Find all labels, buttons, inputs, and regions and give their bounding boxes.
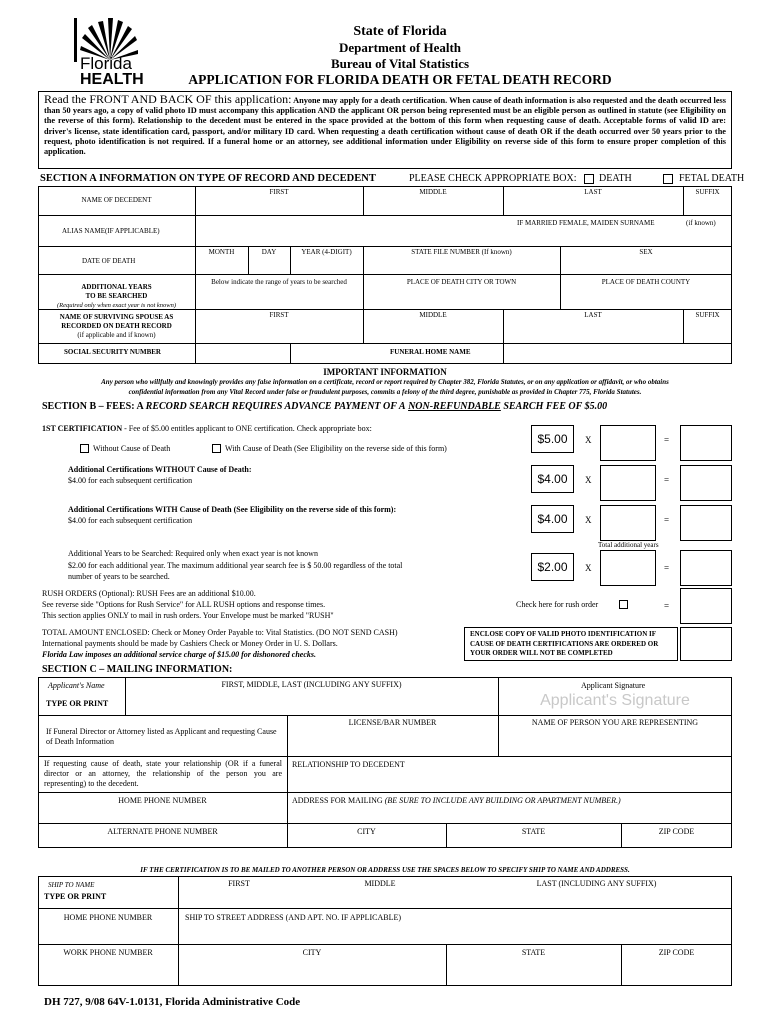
decedent-first-field[interactable] [196, 187, 362, 214]
years-text-1: Additional Years to be Searched: Required only when exact year is not known [68, 549, 318, 558]
eq-label: = [664, 515, 670, 525]
day-field[interactable] [249, 247, 289, 273]
field-label: HOME PHONE NUMBER [63, 913, 153, 922]
additional-years-line-2: TO BE SEARCHED [85, 292, 148, 300]
total-years-label: Total additional years [598, 541, 659, 549]
page-title: APPLICATION FOR FLORIDA DEATH OR FETAL DEATH RECORD [188, 72, 612, 87]
field-label: SHIP TO STREET ADDRESS (AND APT. NO. IF APPLICABLE) [185, 913, 402, 922]
spouse-last-field[interactable] [504, 310, 682, 342]
field-label: NAME OF PERSON YOU ARE REPRESENTING [531, 718, 699, 727]
important-text-2: confidential information from any Vital Record under false or fraudulent purposes, commits a felony of the third degree, punishable as provided in Chapter 775, Florida Statutes. [128, 388, 642, 396]
add-without-line-2: $4.00 for each subsequent certification [68, 476, 193, 485]
spouse-line-3: (if applicable and if known) [77, 331, 156, 339]
field-label: MONTH [208, 248, 235, 256]
field-label: ALTERNATE PHONE NUMBER [107, 827, 218, 836]
field-label: YEAR (4-DIGIT) [301, 248, 352, 256]
field-label: STATE [521, 827, 546, 836]
date-of-death-label: DATE OF DEATH [82, 257, 136, 265]
field-label: PLACE OF DEATH COUNTY [601, 278, 691, 286]
first-cert-label: 1ST CERTIFICATION [42, 424, 123, 433]
name-of-decedent-label: NAME OF DECEDENT [81, 196, 152, 204]
zip-field[interactable] [622, 824, 731, 847]
field-label: LAST [584, 311, 602, 319]
ssn-label: SOCIAL SECURITY NUMBER [64, 348, 161, 356]
years-line-3: number of years to be searched. [68, 572, 170, 581]
city-field[interactable] [288, 824, 445, 847]
section-c-title: SECTION C – MAILING INFORMATION: [42, 664, 233, 675]
field-label: LICENSE/BAR NUMBER [348, 718, 437, 727]
sex-field[interactable] [561, 247, 731, 273]
spouse-line-2: RECORDED ON DEATH RECORD [61, 322, 172, 330]
additional-years-label [38, 283, 195, 310]
field-label: CITY [357, 827, 376, 836]
add-without-qty-field[interactable] [600, 465, 656, 501]
field-label: PLACE OF DEATH CITY OR TOWN [406, 278, 517, 286]
years-line-2: $2.00 for each additional year. The maximum additional year search fee is $ 50.00 regardless of the total [68, 561, 403, 570]
field-label: MIDDLE [419, 188, 447, 196]
field-label: RELATIONSHIP TO DECEDENT [292, 760, 405, 769]
rush-total-field[interactable] [680, 588, 732, 624]
field-label: FIRST [269, 311, 289, 319]
section-b-title [42, 401, 607, 412]
header-line-1: State of Florida [353, 24, 447, 39]
applicant-signature-label: Applicant Signature [581, 681, 646, 690]
eq-label: = [664, 435, 670, 445]
spouse-middle-field[interactable] [364, 310, 502, 342]
total-line-2: International payments should be made by Cashiers Check or Money Order in U. S. Dollars. [42, 639, 338, 648]
add-without-total-field[interactable] [680, 465, 732, 501]
total-line-3: Florida Law imposes an additional service charge of $15.00 for dishonored checks. [42, 650, 316, 659]
ship-middle-field[interactable] [300, 877, 460, 907]
important-text-1: Any person who willfully and knowingly provides any false information on a certificate, record or report required by Chapter 382, Florida Statutes, or on any application or affidavit, or who obtains [101, 378, 669, 386]
home-phone-field[interactable] [39, 793, 286, 822]
field-label: FIRST [228, 879, 250, 888]
spouse-line-1: NAME OF SURVIVING SPOUSE AS [59, 313, 174, 321]
decedent-last-field[interactable] [504, 187, 682, 214]
x-label: X [585, 563, 592, 573]
field-label: MIDDLE [419, 311, 447, 319]
x-label: X [585, 515, 592, 525]
ship-zip-field[interactable] [622, 945, 731, 985]
ssn-field[interactable] [196, 344, 289, 363]
spouse-suffix-field[interactable] [684, 310, 731, 342]
eq-label: = [664, 563, 670, 573]
fetal-death-checkbox[interactable] [663, 174, 673, 184]
field-label: STATE [521, 948, 546, 957]
with-cod-label: With Cause of Death (See Eligibility on the reverse side of this form) [225, 444, 447, 453]
relationship-note: If requesting cause of death, state your relationship (OR if a funeral director or an attorney, the relationship of the person you are representing) to the decedent. [44, 759, 282, 788]
license-bar-field[interactable] [288, 716, 497, 755]
decedent-middle-field[interactable] [364, 187, 502, 214]
year-field[interactable] [291, 247, 362, 273]
field-label: ZIP CODE [658, 948, 695, 957]
section-b-title-a: SECTION B – FEES: A [42, 401, 144, 412]
field-label: WORK PHONE NUMBER [63, 948, 153, 957]
death-checkbox[interactable] [584, 174, 594, 184]
section-b-title-d: SEARCH FEE OF $5.00 [503, 401, 608, 412]
header-line-3: Bureau of Vital Statistics [330, 56, 470, 71]
add-without-line-1: Additional Certifications WITHOUT Cause of Death: [68, 465, 252, 474]
field-label: HOME PHONE NUMBER [118, 796, 207, 805]
with-cod-checkbox[interactable] [212, 444, 221, 453]
decedent-suffix-field[interactable] [684, 187, 731, 214]
rush-checkbox[interactable] [619, 600, 628, 609]
alt-phone-field[interactable] [39, 824, 286, 847]
eq-label: = [664, 601, 670, 611]
years-qty-field[interactable] [600, 550, 656, 586]
rush-line-2: See reverse side "Options for Rush Service" for ALL RUSH options and response times. [42, 600, 326, 609]
state-field[interactable] [447, 824, 620, 847]
add-with-line-2: $4.00 for each subsequent certification [68, 516, 193, 525]
field-label: DAY [261, 248, 277, 256]
form-footer: DH 727, 9/08 64V-1.0131, Florida Administrative Code [44, 996, 301, 1008]
grand-total-field[interactable] [680, 627, 732, 661]
address-note: (BE SURE TO INCLUDE ANY BUILDING OR APARTMENT NUMBER.) [384, 796, 621, 805]
field-label: LAST (INCLUDING ANY SUFFIX) [536, 879, 657, 888]
applicants-name-label: Applicant's Name [48, 681, 105, 690]
intro-body: Anyone may apply for a death certification. When cause of death information is also requested and the death occurred less than 50 years ago, a copy of valid photo ID must accompany this application AND the applicant OR person being represented must be an eligible person as outlined in statute (see Eligibility on the reverse of this form). Relationship to the decedent must be entered in the space provided at the bottom of this form when requesting cause of death. Acceptable forms of valid ID are: driver's license, state identification card, passport, and/or military ID card. When requesting a death certification without cause of death OR if the death occurred over 50 years prior to the request, photo identification is not required. If a funeral home or an attorney, see additional information under Eligibility on reverse side of this form to ensure proper completion of this application. [44, 96, 726, 157]
fee-2-box: $2.00 [531, 553, 574, 581]
add-with-line-1: Additional Certifications WITH Cause of Death (See Eligibility on the reverse side of this form): [68, 505, 397, 514]
important-title: IMPORTANT INFORMATION [323, 367, 447, 377]
years-range-field[interactable] [196, 275, 362, 308]
field-label: SUFFIX [695, 311, 720, 319]
ship-to-name-label: SHIP TO NAME [48, 881, 95, 889]
representing-field[interactable] [499, 716, 731, 755]
rush-line-3: This section applies ONLY to mail in rush orders. Your Envelope must be marked "RUSH" [42, 611, 334, 620]
enclose-id-notice: ENCLOSE COPY OF VALID PHOTO IDENTIFICATION IF CAUSE OF DEATH CERTIFICATIONS ARE ORDERED OR YOUR ORDER WILL NOT BE COMPLETED [464, 627, 678, 661]
funeral-home-label: FUNERAL HOME NAME [390, 348, 471, 356]
relationship-field[interactable] [288, 757, 731, 791]
intro-box [38, 91, 732, 169]
funeral-attorney-label: If Funeral Director or Attorney listed as Applicant and requesting Cause of Death Information [46, 727, 277, 746]
field-label: Below indicate the range of years to be searched [211, 278, 347, 286]
ship-to-type-or-print: TYPE OR PRINT [44, 892, 107, 901]
fee-4-with-box: $4.00 [531, 505, 574, 533]
month-field[interactable] [196, 247, 247, 273]
address-label: ADDRESS FOR MAILING [292, 796, 383, 805]
state-file-field[interactable] [364, 247, 559, 273]
funeral-home-field[interactable] [504, 344, 731, 363]
without-cod-checkbox[interactable] [80, 444, 89, 453]
florida-health-logo [70, 14, 144, 90]
death-label: DEATH [599, 173, 632, 184]
alias-label: ALIAS NAME(IF APPLICABLE) [62, 227, 160, 235]
field-label: FIRST, MIDDLE, LAST (INCLUDING ANY SUFFIX) [221, 680, 402, 689]
ship-street-field[interactable] [179, 909, 731, 943]
section-a-check-prompt: PLEASE CHECK APPROPRIATE BOX: [409, 173, 577, 184]
add-with-total-field[interactable] [680, 505, 732, 541]
applicant-name-field[interactable] [126, 678, 497, 714]
field-label: CITY [302, 948, 322, 957]
type-or-print-label: TYPE OR PRINT [46, 699, 109, 708]
years-total-field[interactable] [680, 550, 732, 586]
spouse-label [38, 313, 195, 340]
first-cert-desc: - Fee of $5.00 entitles applicant to ONE certification. Check appropriate box: [124, 424, 372, 433]
field-label: LAST [584, 188, 602, 196]
ship-work-phone-field[interactable] [39, 945, 177, 985]
without-cod-label: Without Cause of Death [93, 444, 171, 453]
x-label: X [585, 475, 592, 485]
mailing-address-label [292, 796, 731, 805]
rush-check-label: Check here for rush order [516, 600, 599, 609]
x-label: X [585, 435, 592, 445]
ship-to-note: IF THE CERTIFICATION IS TO BE MAILED TO ANOTHER PERSON OR ADDRESS USE THE SPACES BELOW TO SPECIFY SHIP TO NAME AND ADDRESS. [140, 866, 630, 874]
section-b-title-b: RECORD SEARCH REQUIRES ADVANCE PAYMENT OF A [145, 401, 406, 412]
section-b-title-c: NON-REFUNDABLE [408, 401, 501, 412]
mailing-address-field[interactable] [288, 793, 731, 822]
ship-city-field[interactable] [179, 945, 445, 985]
maiden-label: IF MARRIED FEMALE, MAIDEN SURNAME [517, 219, 655, 227]
ship-first-field[interactable] [179, 877, 299, 907]
intro-lead: Read the FRONT AND BACK OF this application: [44, 92, 292, 106]
fee-4-without-box: $4.00 [531, 465, 574, 493]
logo-health: HEALTH [80, 71, 144, 88]
field-label: STATE FILE NUMBER (If known) [411, 248, 512, 256]
header-line-2: Department of Health [338, 40, 462, 55]
place-city-field[interactable] [364, 275, 559, 308]
ship-home-phone-field[interactable] [39, 909, 177, 943]
first-cert-qty-field[interactable] [600, 425, 656, 461]
fetal-death-label: FETAL DEATH [679, 173, 745, 184]
spouse-first-field[interactable] [196, 310, 362, 342]
if-known-label: (if known) [686, 219, 716, 227]
first-cert-total-field[interactable] [680, 425, 732, 461]
add-with-qty-field[interactable] [600, 505, 656, 541]
applicant-signature-field[interactable]: Applicant's Signature [540, 692, 690, 709]
field-label: FIRST [269, 188, 289, 196]
field-label: SUFFIX [695, 188, 720, 196]
additional-years-line-1: ADDITIONAL YEARS [81, 283, 152, 291]
total-line-1: TOTAL AMOUNT ENCLOSED: Check or Money Order Payable to: Vital Statistics. (DO NOT SEND CASH) [42, 628, 398, 637]
rush-line-1: RUSH ORDERS (Optional): RUSH Fees are an additional $10.00. [42, 589, 256, 598]
fee-5-box: $5.00 [531, 425, 574, 453]
place-county-field[interactable] [561, 275, 731, 308]
logo-florida: Florida [80, 54, 132, 73]
field-label: ZIP CODE [658, 827, 695, 836]
eq-label: = [664, 475, 670, 485]
additional-years-line-3: (Required only when exact year is not known) [56, 302, 177, 309]
ship-last-field[interactable] [462, 877, 731, 907]
ship-state-field[interactable] [447, 945, 620, 985]
field-label: MIDDLE [364, 879, 396, 888]
years-line-1 [68, 549, 318, 558]
section-a-title: SECTION A INFORMATION ON TYPE OF RECORD AND DECEDENT [40, 173, 376, 184]
field-label: SEX [639, 248, 653, 256]
first-cert-line [42, 424, 372, 433]
